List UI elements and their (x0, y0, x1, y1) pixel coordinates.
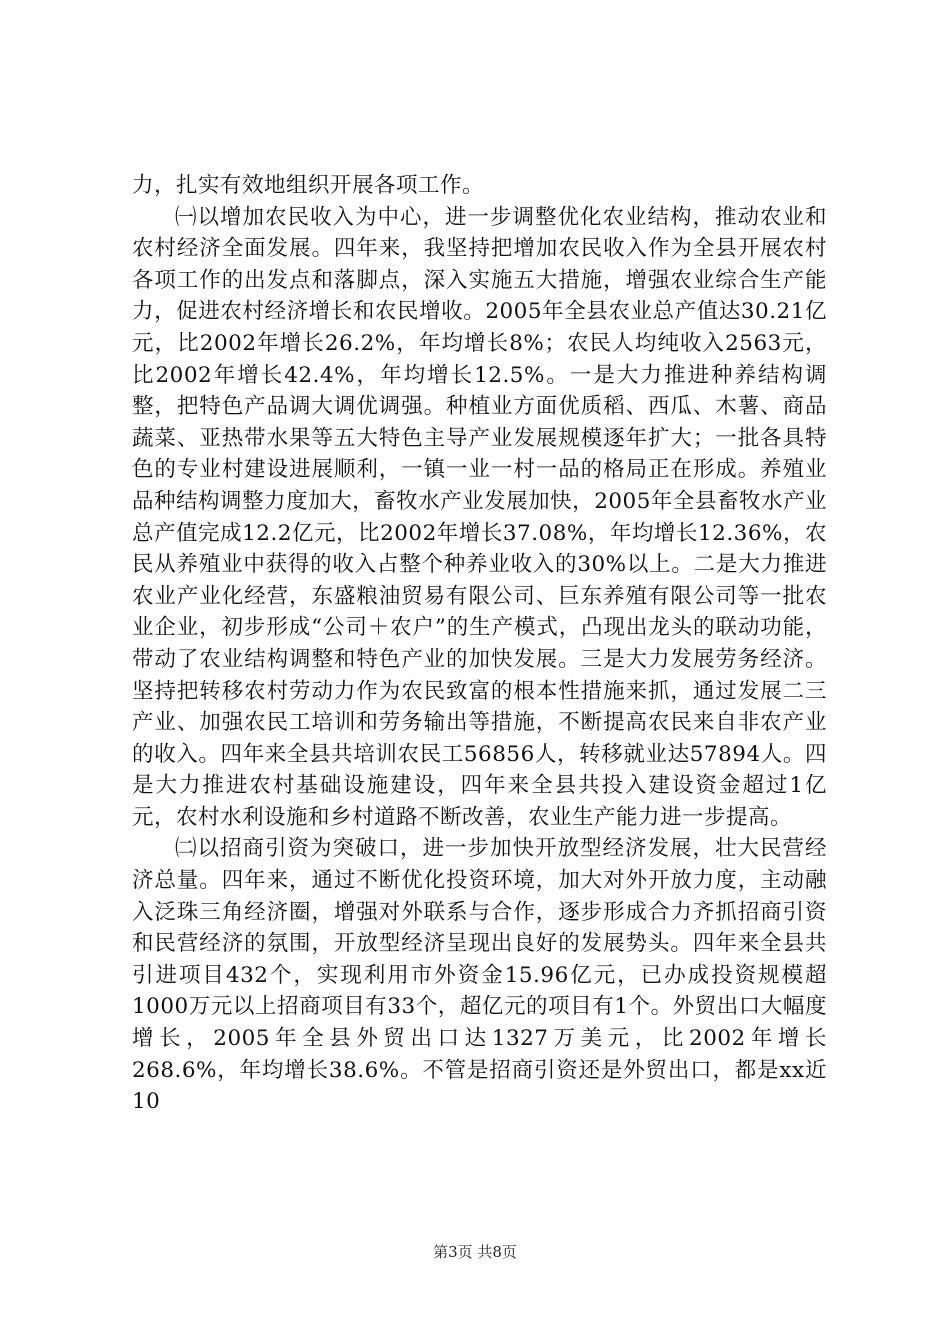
paragraph-1: 力，扎实有效地组织开展各项工作。 (132, 173, 485, 198)
body-text (132, 170, 827, 1118)
page-footer: 第3页 共8页 (433, 1243, 517, 1261)
paragraph-3: ㈡以招商引资为突破口，进一步加快开放型经济发展，壮大民营经济总量。四年来，通过不断优化投资环境，加大对外开放力度，主动融入泛珠三角经济圈，增强对外联系与合作，逐步形成合力齐抓招商引资和民营经济的氛围，开放型经济呈现出良好的发展势头。四年来全县共引进项目432个，实现利用市外资金15.96亿元，已办成投资规模超1000万元以上招商项目有33个，超亿元的项目有1个。外贸出口大幅度增长，2005年全县外贸出口达1327万美元，比2002年增长268.6%，年均增长38.6%。不管是招商引资还是外贸出口，都是xx近10 (132, 836, 827, 1115)
paragraph-2: ㈠以增加农民收入为中心，进一步调整优化农业结构，推动农业和农村经济全面发展。四年来，我坚持把增加农民收入作为全县开展农村各项工作的出发点和落脚点，深入实施五大措施，增强农业综合生产能力，促进农村经济增长和农民增收。2005年全县农业总产值达30.21亿元，比2002年增长26.2%，年均增长8%；农民人均纯收入2563元，比2002年增长42.4%，年均增长12.5%。一是大力推进种养结构调整，把特色产品调大调优调强。种植业方面优质稻、西瓜、木薯、商品蔬菜、亚热带水果等五大特色主导产业发展规模逐年扩大；一批各具特色的专业村建设进展顺利，一镇一业一村一品的格局正在形成。养殖业品种结构调整力度加大，畜牧水产业发展加快，2005年全县畜牧水产业总产值完成12.2亿元，比2002年增长37.08%，年均增长12.36%，农民从养殖业中获得的收入占整个种养业收入的30%以上。二是大力推进农业产业化经营，东盛粮油贸易有限公司、巨东养殖有限公司等一批农业企业，初步形成“公司＋农户”的生产模式，凸现出龙头的联动功能，带动了农业结构调整和特色产业的加快发展。三是大力发展劳务经济。坚持把转移农村劳动力作为农民致富的根本性措施来抓，通过发展二三产业、加强农民工培训和劳务输出等措施，不断提高农民来自非农产业的收入。四年来全县共培训农民工56856人，转移就业达57894人。四是大力推进农村基础设施建设，四年来全县共投入建设资金超过1亿元，农村水利设施和乡村道路不断改善，农业生产能力进一步提高。 (132, 204, 827, 830)
